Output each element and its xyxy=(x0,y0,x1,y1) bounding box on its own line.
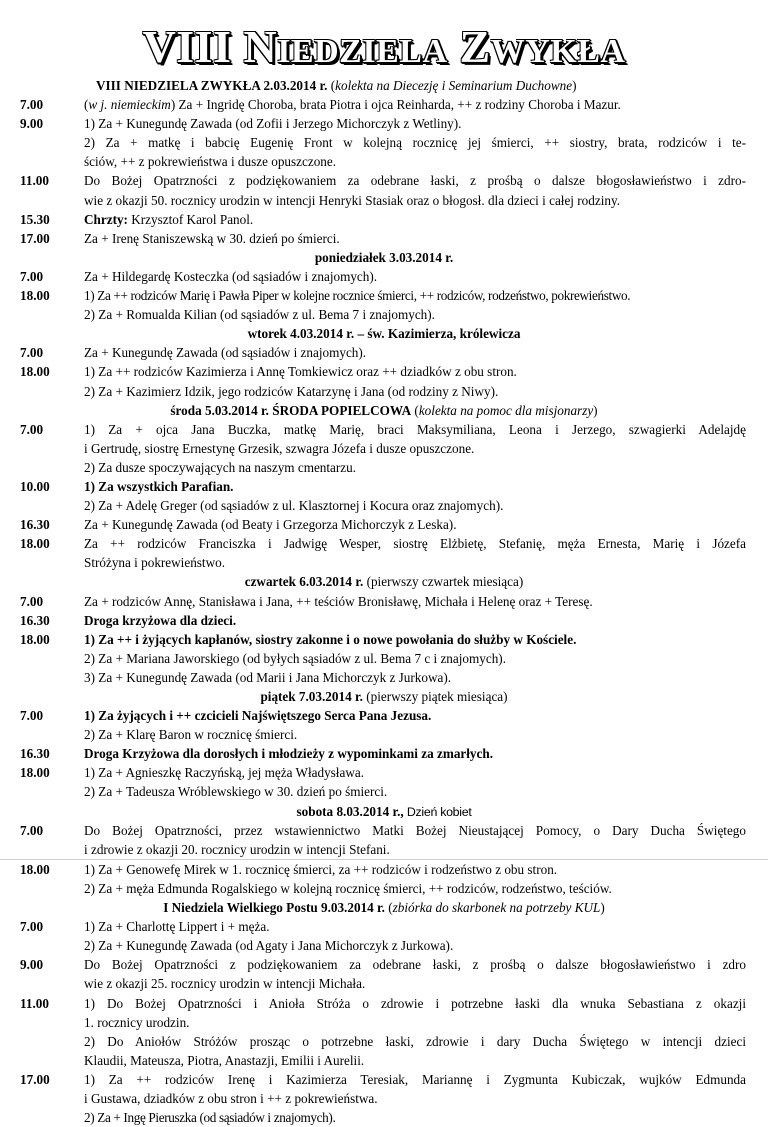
text-segment: VIII NIEDZIELA ZWYKŁA 2.03.2014 r. xyxy=(96,78,328,93)
text-segment: 2) Za + męża Edmunda Rogalskiego w kolejną rocznicę śmierci, ++ rodziców, rodzeństwo, teściów. xyxy=(84,880,612,896)
intention-text xyxy=(84,553,746,572)
schedule-line xyxy=(0,1108,768,1127)
schedule-line xyxy=(0,553,768,572)
text-segment: 1) Za + Genowefę Mirek w 1. rocznicę śmierci, za ++ rodziców i rodzeństwo z obu stron. xyxy=(84,861,558,877)
text-segment: Do Bożej Opatrzności, przez wstawiennictwo Matki Bożej Nieustającej Pomocy, o Dary Ducha Świętego xyxy=(84,822,746,838)
intention-text xyxy=(84,994,746,1013)
intention-text xyxy=(84,725,746,744)
text-segment: 1) Za wszystkich Parafian. xyxy=(84,478,234,494)
intention-text xyxy=(84,496,746,515)
day-heading xyxy=(0,802,768,821)
intention-text xyxy=(84,420,746,439)
intention-text xyxy=(84,782,746,801)
text-segment: 2) Za + Adelę Greger (od sąsiadów z ul. Klasztornej i Kocura oraz znajomych). xyxy=(84,498,504,514)
mass-time: 7.00 xyxy=(20,421,44,437)
mass-time: 18.00 xyxy=(20,861,50,877)
mass-time: 7.00 xyxy=(20,268,44,284)
text-segment: 2) Za + matkę i babcię Eugenię Front w kolejną rocznicę jej śmierci, ++ siostry, brata, rodziców i te- xyxy=(84,135,746,151)
intention-text xyxy=(84,191,746,210)
intention-text xyxy=(84,611,746,630)
intention-text xyxy=(84,840,746,859)
schedule-line xyxy=(0,382,768,401)
schedule-line xyxy=(0,1070,768,1089)
mass-time: 15.30 xyxy=(20,211,50,227)
intention-text xyxy=(84,936,746,955)
text-segment: poniedziałek 3.03.2014 r. xyxy=(314,249,454,265)
text-segment: kolekta na pomoc dla misjonarzy xyxy=(418,402,594,418)
intention-text xyxy=(84,763,746,782)
mass-time: 11.00 xyxy=(20,173,49,189)
mass-time: 7.00 xyxy=(20,822,44,838)
text-segment: ( xyxy=(327,78,336,93)
text-segment: ) xyxy=(600,900,605,916)
schedule-line xyxy=(0,994,768,1013)
intention-text xyxy=(84,267,746,286)
intention-text xyxy=(84,1108,746,1127)
text-segment: i Gustawa, dziadków z obu stron i ++ z pokrewieństwa. xyxy=(84,1090,378,1106)
text-segment: 1) Za żyjących i ++ czcicieli Najświętszego Serca Pana Jezusa. xyxy=(84,708,432,724)
text-segment: 1) Za + Charlottę Lippert i + męża. xyxy=(84,919,270,935)
intention-text xyxy=(84,229,746,248)
text-segment: i zdrowie z okazji 20. rocznicy urodzin w intencji Stefani. xyxy=(84,841,390,857)
mass-time: 9.00 xyxy=(20,116,44,132)
intention-text xyxy=(84,95,746,114)
intention-text xyxy=(0,898,768,917)
schedule-line xyxy=(0,1013,768,1032)
intention-text xyxy=(84,1032,746,1051)
text-segment: zbiórka do skarbonek na potrzeby KUL xyxy=(392,900,601,916)
text-segment: 1) Za ++ rodziców Kazimierza i Annę Tomkiewicz oraz ++ dziadków z obu stron. xyxy=(84,364,517,380)
schedule-line xyxy=(0,1089,768,1108)
text-segment: Do Bożej Opatrzności z podziękowaniem za odebrane łaski, z prośbą o dalsze błogosławieństwo i zdro xyxy=(84,957,746,973)
mass-time: 16.30 xyxy=(20,612,50,628)
text-segment: 2) Za + Tadeusza Wróblewskiego w 30. dzień po śmierci. xyxy=(84,784,388,800)
text-segment: 1) Za + Agnieszkę Raczyńską, jej męża Władysława. xyxy=(84,765,364,781)
text-segment: piątek 7.03.2014 r. xyxy=(260,689,363,704)
schedule-line xyxy=(0,860,768,879)
schedule-line xyxy=(0,114,768,133)
intention-text xyxy=(84,152,746,171)
title-part: WYKŁA xyxy=(490,33,626,70)
mass-time: 7.00 xyxy=(20,919,44,935)
text-segment: 2) Do Aniołów Stróżów prosząc o potrzebne łaski, zdrowie i dary Ducha Świętego w intencji dzieci xyxy=(84,1033,746,1049)
intention-text xyxy=(84,343,746,362)
text-segment: w j. niemieckim xyxy=(88,97,171,113)
mass-time: 17.00 xyxy=(20,1071,50,1087)
mass-time: 18.00 xyxy=(20,288,50,304)
text-segment: ) xyxy=(572,78,577,93)
schedule-line xyxy=(0,191,768,210)
schedule-line xyxy=(0,744,768,763)
intention-text xyxy=(84,210,746,229)
mass-time: 7.00 xyxy=(20,708,44,724)
schedule-line xyxy=(0,974,768,993)
text-segment: wie z okazji 50. rocznicy urodzin w intencji Henryki Stasiak oraz o błogosł. dla dzieci i całej rodziny. xyxy=(84,192,620,208)
schedule-line xyxy=(0,496,768,515)
mass-time: 18.00 xyxy=(20,364,50,380)
intention-text xyxy=(84,917,746,936)
mass-time: 17.00 xyxy=(20,230,50,246)
schedule-line xyxy=(0,477,768,496)
text-segment: 1) Za ++ rodziców Irenę i Kazimierza Teresiak, Mariannę i Zygmunta Kubiczak, wujków Edmunda xyxy=(84,1071,746,1087)
intention-text xyxy=(84,382,746,401)
intention-text xyxy=(0,802,768,822)
intention-text xyxy=(84,955,746,974)
mass-time: 18.00 xyxy=(20,536,50,552)
title-part: Z xyxy=(447,21,491,72)
intention-text xyxy=(84,668,746,687)
schedule-line xyxy=(0,133,768,152)
mass-time: 10.00 xyxy=(20,478,50,494)
schedule-line xyxy=(0,305,768,324)
schedule-line xyxy=(0,362,768,381)
mass-time: 7.00 xyxy=(20,345,44,361)
intention-text xyxy=(84,477,746,496)
text-segment: ) Za + Ingridę Choroba, brata Piotra i ojca Reinharda, ++ z rodziny Choroba i Mazur. xyxy=(170,97,621,113)
intention-text xyxy=(84,706,746,725)
intention-text xyxy=(84,974,746,993)
text-segment: sobota 8.03.2014 r., xyxy=(296,803,404,819)
schedule-line xyxy=(0,955,768,974)
text-segment: 1) Za + ojca Jana Buczka, matkę Marię, braci Maksymiliana, Leona i Jerzego, szwagierki Adelajdę xyxy=(84,421,746,437)
text-segment: ( xyxy=(84,97,89,113)
schedule-line xyxy=(0,630,768,649)
text-segment: 1. rocznicy urodzin. xyxy=(84,1014,190,1030)
title-part: IEDZIELA xyxy=(277,33,448,70)
schedule-line xyxy=(0,592,768,611)
text-segment: 1) Za ++ rodziców Marię i Pawła Piper w kolejne rocznice śmierci, ++ rodziców, rodzeństwo, pokrewieństwo. xyxy=(84,288,631,304)
text-segment: wie z okazji 25. rocznicy urodzin w intencji Michała. xyxy=(84,976,366,992)
mass-time: 18.00 xyxy=(20,631,50,647)
schedule-line xyxy=(0,917,768,936)
intention-text xyxy=(84,744,746,763)
text-segment: 2) Za + Romualda Kilian (od sąsiadów z ul. Bema 7 i znajomych). xyxy=(84,307,435,323)
mass-time: 7.00 xyxy=(20,593,44,609)
intention-text xyxy=(0,248,768,267)
text-segment: środa 5.03.2014 r. ŚRODA POPIELCOWA xyxy=(170,402,412,418)
mass-time: 16.30 xyxy=(20,746,50,762)
mass-time: 16.30 xyxy=(20,517,50,533)
intention-text xyxy=(0,572,768,591)
day-heading xyxy=(0,324,768,343)
text-segment: (pierwszy czwartek miesiąca) xyxy=(363,574,524,590)
schedule-line xyxy=(0,76,768,95)
schedule-line xyxy=(0,343,768,362)
intention-text xyxy=(84,649,746,668)
text-segment: Droga Krzyżowa dla dorosłych i młodzieży z wypominkami za zmarłych. xyxy=(84,746,494,762)
text-segment: i Gertrudę, siostrę Ernestynę Grzesik, szwagra Józefa i dusze opuszczone. xyxy=(84,440,475,456)
page-title xyxy=(0,18,768,76)
schedule-line xyxy=(0,763,768,782)
text-segment: Za + Hildegardę Kosteczka (od sąsiadów i znajomych). xyxy=(84,268,378,284)
text-segment: 1) Za ++ i żyjących kapłanów, siostry zakonne i o nowe powołania do służby w Kościele. xyxy=(84,631,577,647)
text-segment: Za + rodziców Annę, Stanisława i Jana, ++ teściów Bronisławę, Michała i Helenę oraz + Teresę. xyxy=(84,593,593,609)
text-segment: I Niedziela Wielkiego Postu 9.03.2014 r. xyxy=(163,900,385,916)
text-segment: 2) Za dusze spoczywających na naszym cmentarzu. xyxy=(84,459,357,475)
text-segment: Droga krzyżowa dla dzieci. xyxy=(84,612,237,628)
schedule-line xyxy=(0,515,768,534)
schedule-line xyxy=(0,668,768,687)
text-segment: Za + Kunegundę Zawada (od sąsiadów i znajomych). xyxy=(84,345,367,361)
schedule-line xyxy=(0,171,768,190)
intention-text xyxy=(84,534,746,553)
schedule-line xyxy=(0,936,768,955)
intention-text xyxy=(84,458,746,477)
schedule-line xyxy=(0,210,768,229)
schedule-line xyxy=(0,1051,768,1070)
intention-text xyxy=(84,439,746,458)
intention-text xyxy=(84,592,746,611)
schedule-line xyxy=(0,611,768,630)
text-segment: 2) Za + Klarę Baron w rocznicę śmierci. xyxy=(84,727,298,743)
text-segment: 2) Za + Kunegundę Zawada (od Agaty i Jana Michorczyk z Jurkowa). xyxy=(84,938,454,954)
intention-text xyxy=(84,1013,746,1032)
schedule-line xyxy=(0,840,768,860)
mass-schedule xyxy=(0,76,768,1127)
mass-time: 7.00 xyxy=(20,97,44,113)
intention-text xyxy=(84,286,746,305)
mass-time: 9.00 xyxy=(20,957,44,973)
day-heading xyxy=(0,687,768,706)
schedule-line xyxy=(0,420,768,439)
intention-text xyxy=(84,1070,746,1089)
schedule-line xyxy=(0,534,768,553)
text-segment: 3) Za + Kunegundę Zawada (od Marii i Jana Michorczyk z Jurkowa). xyxy=(84,669,452,685)
intention-text xyxy=(84,879,746,898)
text-segment: ściów, ++ z pokrewieństwa i dusze opuszczone. xyxy=(84,154,337,170)
text-segment: 2) Za + Ingę Pieruszka (od sąsiadów i znajomych). xyxy=(84,1110,336,1126)
schedule-line xyxy=(0,821,768,840)
schedule-line xyxy=(0,782,768,801)
schedule-line xyxy=(0,286,768,305)
schedule-line xyxy=(0,706,768,725)
intention-text xyxy=(84,171,746,190)
schedule-line xyxy=(0,458,768,477)
day-heading xyxy=(0,401,768,420)
intention-text xyxy=(84,114,746,133)
text-segment: kolekta na Diecezję i Seminarium Duchowne xyxy=(335,78,573,93)
intention-text xyxy=(84,133,746,152)
schedule-line xyxy=(0,879,768,898)
day-heading xyxy=(0,898,768,917)
schedule-line xyxy=(0,95,768,114)
schedule-line xyxy=(0,1032,768,1051)
text-segment: Dzień kobiet xyxy=(403,804,472,819)
title-part: VIII N xyxy=(142,21,278,72)
intention-text xyxy=(84,821,746,840)
text-segment: ( xyxy=(411,402,419,418)
intention-text xyxy=(0,687,768,706)
text-segment: ) xyxy=(593,402,598,418)
text-segment: 1) Za + Kunegundę Zawada (od Zofii i Jerzego Michorczyk z Wetliny). xyxy=(84,116,462,132)
text-segment: 1) Do Bożej Opatrzności i Anioła Stróża o zdrowie i potrzebne łaski dla wnuka Sebastiana z okazji xyxy=(84,995,746,1011)
day-heading xyxy=(0,248,768,267)
mass-time: 11.00 xyxy=(20,995,49,1011)
mass-time: 18.00 xyxy=(20,765,50,781)
text-segment: 2) Za + Mariana Jaworskiego (od byłych sąsiadów z ul. Bema 7 c i znajomych). xyxy=(84,650,506,666)
schedule-line xyxy=(0,725,768,744)
text-segment: Do Bożej Opatrzności z podziękowaniem za odebrane łaski, z prośbą o dalsze błogosławieństwo i zdro- xyxy=(84,173,746,189)
intention-text xyxy=(84,305,746,324)
schedule-line xyxy=(0,439,768,458)
intention-text xyxy=(84,630,746,649)
intention-text xyxy=(0,401,768,420)
intention-text xyxy=(0,324,768,343)
text-segment: Krzysztof Karol Panol. xyxy=(127,211,254,227)
text-segment: wtorek 4.03.2014 r. – św. Kazimierza, królewicza xyxy=(247,326,521,342)
text-segment: (pierwszy piątek miesiąca) xyxy=(362,689,508,704)
schedule-line xyxy=(0,649,768,668)
intention-text xyxy=(84,860,746,879)
intention-text xyxy=(84,1089,746,1108)
text-segment: Klaudii, Mateusza, Piotra, Anastazji, Emilii i Aurelii. xyxy=(84,1052,365,1068)
day-heading xyxy=(0,572,768,591)
text-segment: czwartek 6.03.2014 r. xyxy=(244,574,364,590)
text-segment: 2) Za + Kazimierz Idzik, jego rodziców Katarzynę i Jana (od rodziny z Niwy). xyxy=(84,383,499,399)
schedule-line xyxy=(0,229,768,248)
text-segment: Za + Kunegundę Zawada (od Beaty i Grzegorza Michorczyk z Leska). xyxy=(84,517,457,533)
intention-text xyxy=(84,1051,746,1070)
schedule-line xyxy=(0,152,768,171)
schedule-line xyxy=(0,267,768,286)
text-segment: Stróżyna i pokrewieństwo. xyxy=(84,555,226,571)
text-segment: Za + Irenę Staniszewską w 30. dzień po śmierci. xyxy=(84,230,340,246)
text-segment: Za ++ rodziców Franciszka i Jadwigę Wesper, siostrę Elżbietę, Stefanię, męża Ernesta, Marię i Józefa xyxy=(84,536,746,552)
text-segment: ( xyxy=(384,900,393,916)
intention-text xyxy=(84,515,746,534)
intention-text xyxy=(96,76,746,95)
intention-text xyxy=(84,362,746,381)
text-segment: Chrzty: xyxy=(84,211,128,227)
